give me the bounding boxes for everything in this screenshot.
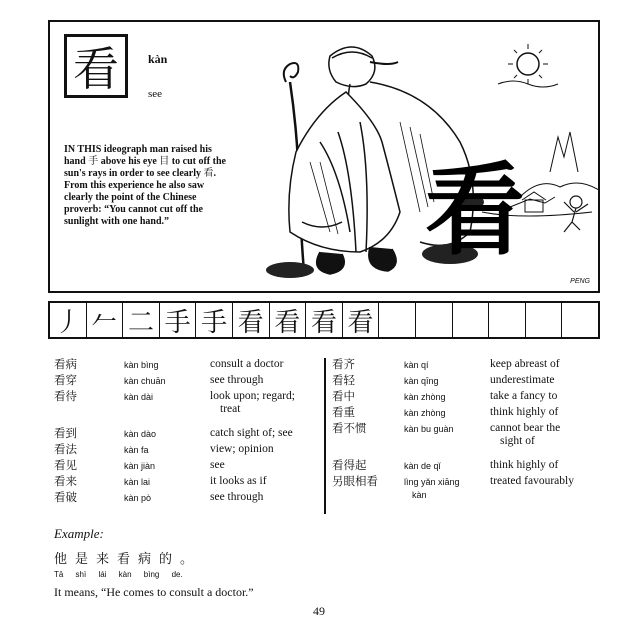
vocab-chinese: 看法 (54, 442, 77, 456)
vocab-pinyin: kàn lai (124, 477, 151, 487)
story-part-2: above his eye (98, 156, 160, 167)
vocab-entry (332, 459, 600, 472)
vocab-english: keep abreast of (490, 358, 560, 370)
sun-icon (498, 44, 558, 87)
stroke-cell-4: 手 (160, 303, 197, 337)
vocab-pinyin: kàn pò (124, 493, 152, 503)
story-part-1: IN THIS ideograph man raised his hand (64, 144, 212, 167)
vocab-pinyin: lìng yǎn xiāng (404, 477, 460, 487)
stroke-cell-14 (526, 303, 563, 337)
vocab-entry (54, 358, 322, 371)
vocab-english: see through (210, 491, 264, 503)
vocab-entry (54, 475, 322, 488)
vocab-chinese: 看病 (54, 357, 77, 371)
story-see-char: 看 (203, 168, 214, 179)
vocab-chinese: 看破 (54, 490, 77, 504)
vocab-entry (332, 475, 600, 501)
vocab-chinese: 看穿 (54, 373, 77, 387)
vocab-entry (332, 390, 600, 403)
vocab-chinese: 看待 (54, 389, 77, 403)
vocab-chinese: 看见 (54, 458, 77, 472)
stroke-cell-2: 𠂉 (87, 303, 124, 337)
vocab-english: treated favourably (490, 475, 574, 487)
example-label: Example: (54, 526, 104, 541)
vocab-pinyin: kàn qīng (404, 376, 439, 386)
vocab-english: treat (220, 403, 241, 415)
vocab-english: catch sight of; see (210, 427, 293, 439)
vocab-pinyin: kàn jiàn (124, 461, 156, 471)
artist-signature: PENG (570, 278, 590, 285)
stroke-order-grid (48, 301, 600, 339)
vocab-english: it looks as if (210, 475, 267, 487)
vocab-pinyin: kàn fa (124, 445, 149, 455)
vocab-chinese: 看不惯 (332, 421, 367, 435)
vocab-chinese: 看中 (332, 389, 355, 403)
vocab-pinyin: kàn bìng (124, 360, 159, 370)
man-shading-eyes-illustration (220, 22, 600, 293)
page-number: 49 (313, 604, 325, 618)
vocab-english: take a fancy to (490, 390, 558, 402)
headword-character: 看 (73, 42, 119, 96)
vocab-entry (54, 443, 322, 456)
vocab-english: underestimate (490, 374, 555, 386)
headword-character-box (64, 34, 128, 98)
stroke-cell-7: 看 (270, 303, 307, 337)
vocab-pinyin: kàn bu guàn (404, 424, 454, 434)
stroke-cell-15 (562, 303, 598, 337)
stroke-cell-1: 丿 (50, 303, 87, 337)
vocab-pinyin: kàn de qǐ (404, 461, 441, 471)
etymology-story (64, 144, 234, 228)
vocab-entry (332, 422, 600, 448)
illustration-panel (48, 20, 600, 293)
vocab-entry (54, 374, 322, 387)
vocab-pinyin-continued: kàn (412, 490, 427, 500)
stroke-cell-5: 手 (196, 303, 233, 337)
vocab-english: look upon; regard; (210, 390, 295, 402)
stroke-cell-12 (453, 303, 490, 337)
vocab-entry (332, 358, 600, 371)
vocab-entry (54, 390, 322, 416)
story-part-3: to cut off the sun's rays in order to see clearly (64, 156, 226, 179)
vocab-chinese: 看来 (54, 474, 77, 488)
vocab-english: think highly of (490, 459, 559, 471)
vocab-entry (332, 406, 600, 419)
vocab-chinese: 另眼相看 (332, 474, 378, 488)
stroke-cell-13 (489, 303, 526, 337)
vocab-english: view; opinion (210, 443, 274, 455)
vocab-english: see (210, 459, 225, 471)
stroke-cell-10 (379, 303, 416, 337)
vocab-pinyin: kàn zhòng (404, 392, 446, 402)
stroke-cell-9: 看 (343, 303, 380, 337)
stroke-cell-3: 二 (123, 303, 160, 337)
vocab-english: see through (210, 374, 264, 386)
example-pinyin: Tā shì lái kàn bìng de. (54, 570, 183, 579)
story-part-4: . From this experience he also saw clearly the point of the Chinese proverb: “You cannot cut off the sunlight with one hand.” (64, 168, 217, 227)
vocab-pinyin: kàn zhòng (404, 408, 446, 418)
vocab-pinyin: kàn dào (124, 429, 157, 439)
stroke-cell-6: 看 (233, 303, 270, 337)
seal-script-character: 看 (425, 151, 525, 269)
example-chinese: 他是来看病的。 (54, 552, 202, 567)
story-hand-char: 手 (88, 156, 99, 167)
column-divider (324, 358, 326, 514)
vocab-chinese: 看齐 (332, 357, 355, 371)
stroke-cell-8: 看 (306, 303, 343, 337)
vocab-chinese: 看到 (54, 426, 77, 440)
vocab-english: cannot bear the (490, 422, 561, 434)
vocab-chinese: 看轻 (332, 373, 355, 387)
headword-pinyin: kàn (148, 52, 168, 66)
vocab-entry (54, 491, 322, 504)
vocab-chinese: 看重 (332, 405, 355, 419)
story-eye-char: 目 (159, 156, 170, 167)
vocab-pinyin: kàn dài (124, 392, 154, 402)
vocab-pinyin: kàn qí (404, 360, 429, 370)
stroke-cell-11 (416, 303, 453, 337)
vocab-entry (332, 374, 600, 387)
vocab-chinese: 看得起 (332, 458, 367, 472)
headword-meaning: see (148, 88, 163, 100)
vocab-english: think highly of (490, 406, 559, 418)
vocab-entry (54, 459, 322, 472)
vocab-english: consult a doctor (210, 358, 284, 370)
vocab-pinyin: kàn chuān (124, 376, 166, 386)
example-english: It means, “He comes to consult a doctor.” (54, 585, 254, 599)
vocab-entry (54, 427, 322, 440)
vocab-english: sight of (500, 435, 535, 447)
